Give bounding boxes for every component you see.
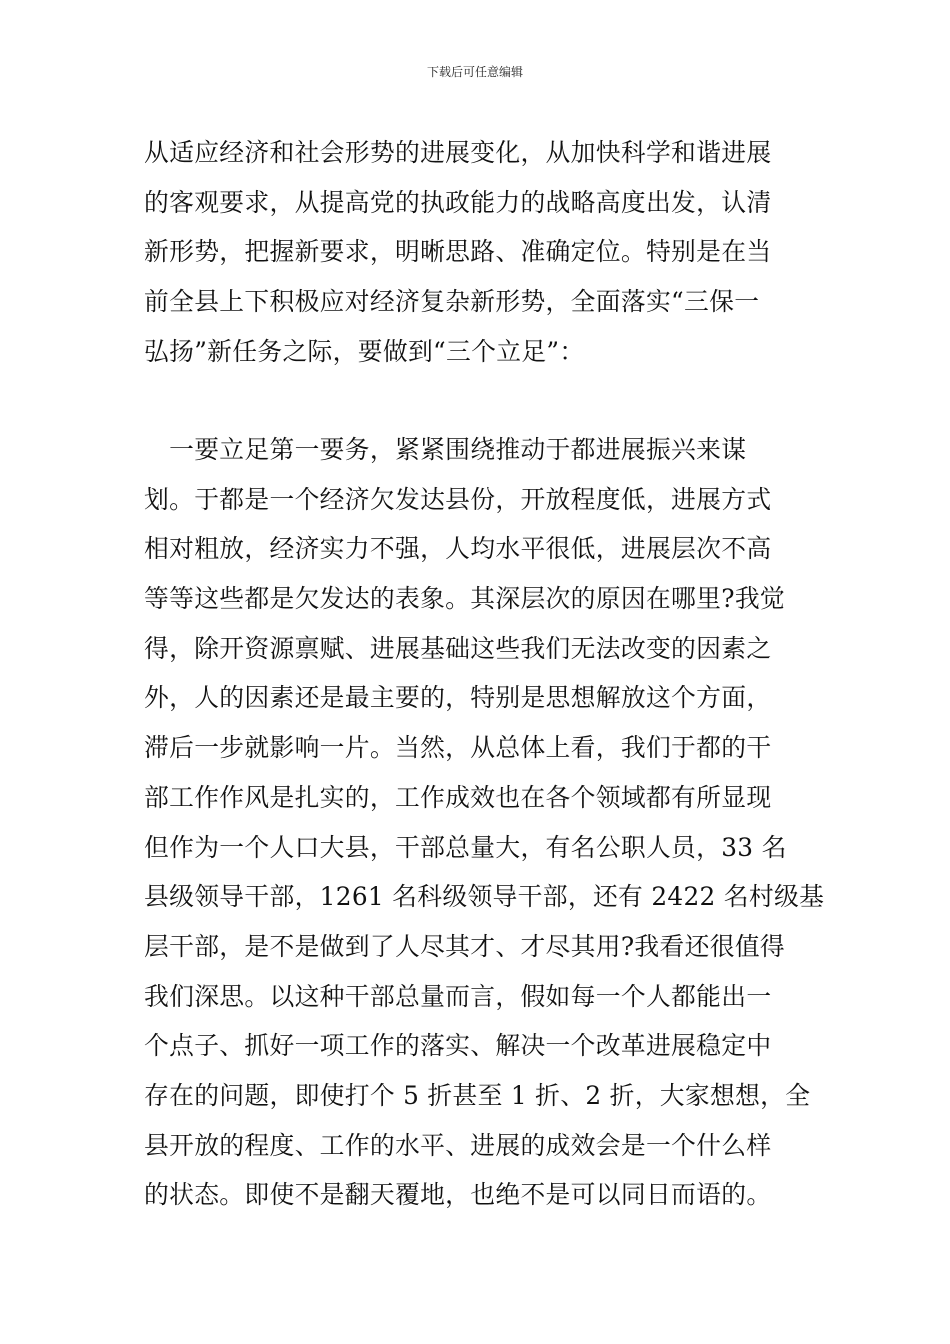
text-line: 部工作作风是扎实的，工作成效也在各个领域都有所显现	[144, 782, 772, 812]
text-line: 我们深思。以这种干部总量而言，假如每一个人都能出一	[144, 981, 772, 1011]
text-line: 相对粗放，经济实力不强，人均水平很低，进展层次不高	[144, 534, 772, 564]
text-line: 县级领导干部，1261 名科级领导干部，还有 2422 名村级基	[144, 882, 825, 912]
text-line: 的状态。即使不是翻天覆地，也绝不是可以同日而语的。	[144, 1180, 772, 1210]
text-line: 一要立足第一要务，紧紧围绕推动于都进展振兴来谋	[144, 435, 747, 464]
text-line: 但作为一个人口大县，干部总量大，有名公职人员，33 名	[144, 832, 787, 862]
text-line: 得，除开资源禀赋、进展基础这些我们无法改变的因素之	[144, 633, 772, 663]
text-line: 存在的问题，即使打个 5 折甚至 1 折、2 折，大家想想，全	[144, 1080, 811, 1110]
paragraph-first-priority	[144, 425, 825, 1220]
text-line: 外，人的因素还是最主要的，特别是思想解放这个方面，	[144, 683, 772, 713]
text-line: 层干部，是不是做到了人尽其才、才尽其用?我看还很值得	[144, 931, 786, 961]
text-line: 个点子、抓好一项工作的落实、解决一个改革进展稳定中	[144, 1031, 772, 1061]
text-line: 前全县上下积极应对经济复杂新形势，全面落实“三保一	[144, 287, 760, 317]
text-line: 滞后一步就影响一片。当然，从总体上看，我们于都的干	[144, 733, 772, 763]
text-line: 的客观要求，从提高党的执政能力的战略高度出发，认清	[144, 187, 772, 217]
text-line: 划。于都是一个经济欠发达县份，开放程度低，进展方式	[144, 484, 772, 514]
text-line: 弘扬”新任务之际，要做到“三个立足”：	[144, 336, 585, 366]
text-line: 等等这些都是欠发达的表象。其深层次的原因在哪里?我觉	[144, 584, 786, 614]
text-line: 从适应经济和社会形势的进展变化，从加快科学和谐进展	[144, 138, 772, 167]
page-header: 下载后可任意编辑	[426, 65, 523, 79]
text-line: 新形势，把握新要求，明晰思路、准确定位。特别是在当	[144, 237, 772, 267]
text-line: 县开放的程度、工作的水平、进展的成效会是一个什么样	[144, 1130, 772, 1160]
paragraph-intro	[144, 128, 806, 376]
